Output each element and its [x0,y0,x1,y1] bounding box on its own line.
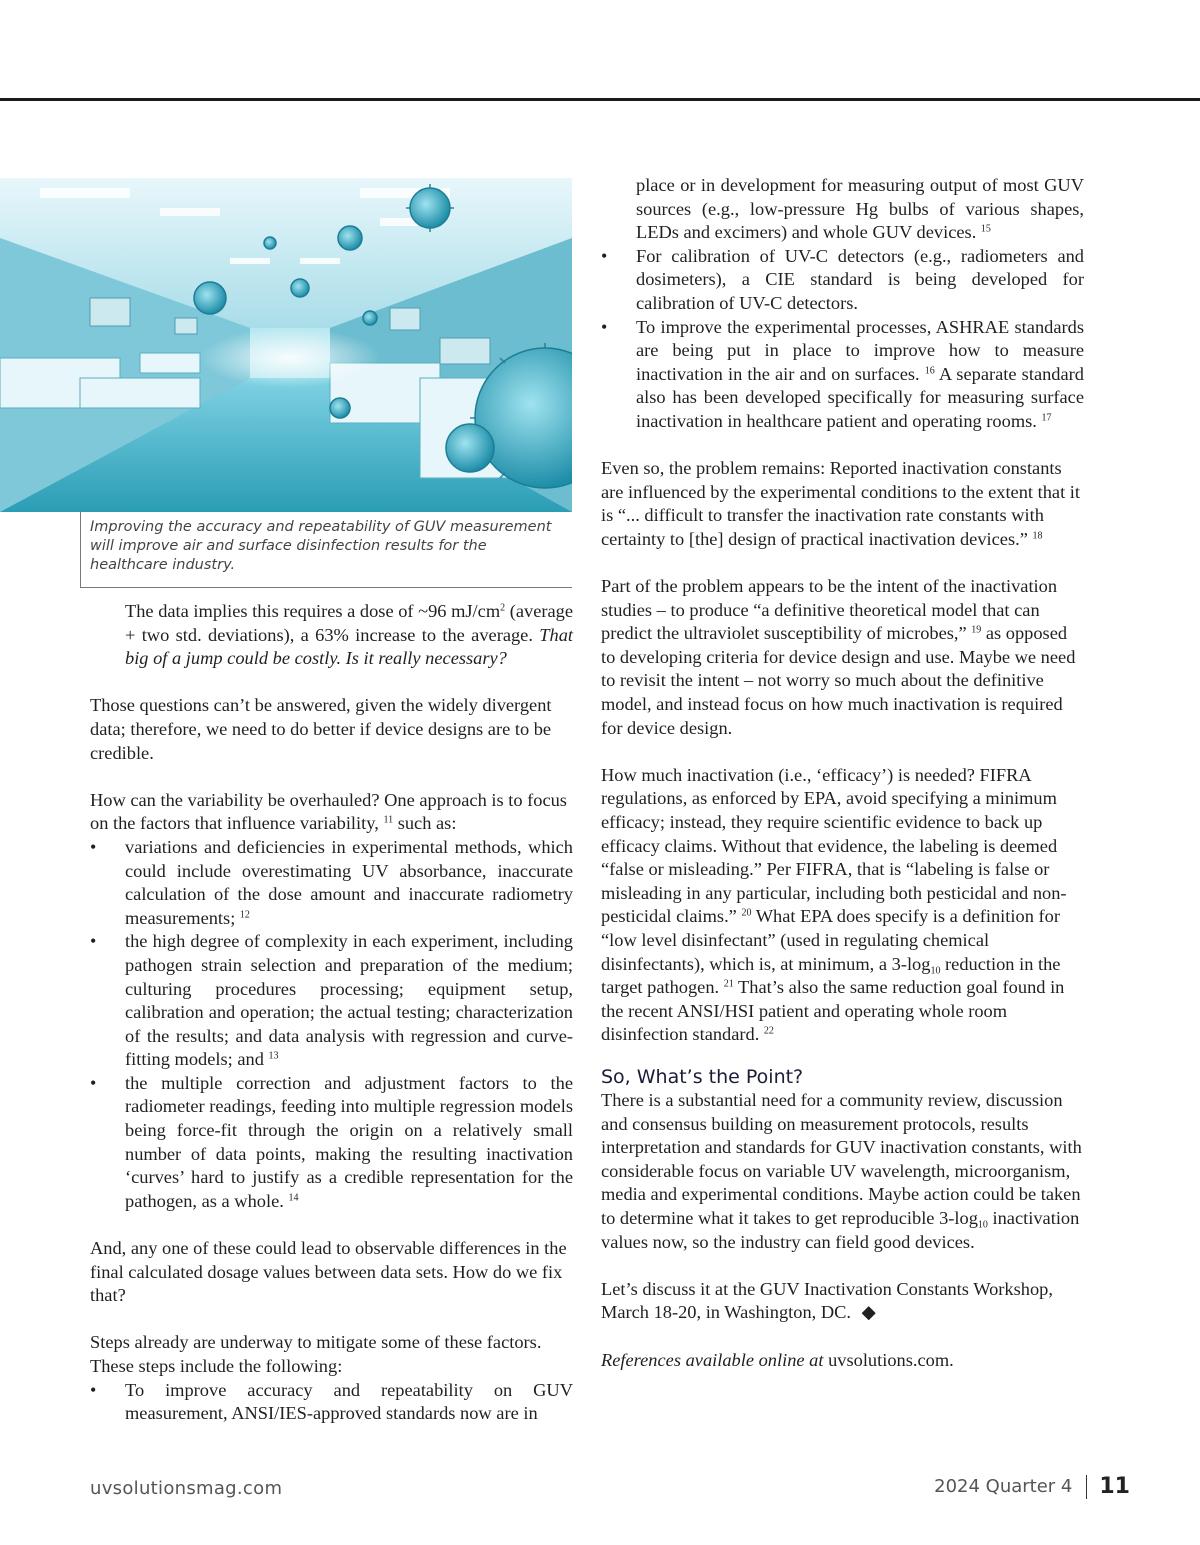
workshop-paragraph [601,1278,1084,1325]
footnote-ref: 18 [1032,530,1043,542]
footnote-ref: 15 [980,223,991,235]
dose-text-2: (average + two std. deviations), a 63% increase to the average. [125,601,574,645]
left-column [90,600,573,1426]
dose-paragraph [90,600,573,671]
page-number: 11 [1099,1474,1130,1499]
point-text-2: inactivation values now, so the industry can field good devices. [601,1207,1080,1252]
section-heading: So, What’s the Point? [601,1065,804,1088]
footnote-ref: 16 [924,365,935,377]
problem-paragraph [601,457,1084,551]
top-rule [0,98,1200,101]
lab-illustration [0,178,572,512]
footnote-ref: 21 [723,978,734,990]
footnote-ref: 13 [268,1050,279,1062]
references-site: uvsolutions.com. [823,1349,954,1370]
list-item-text: To improve the experimental processes, ASHRAE standards are being put in place to improve how to measure inactivation in the air and on surfaces. [636,316,1084,384]
references-italic: References available online at [601,1349,824,1370]
efficacy-text-2: What EPA does specify is a definition for “low level disinfectant” (used in regulating chemical disinfectants), which is, at minimum, a 3-log [601,906,1060,974]
dose-text: The data implies this requires a dose of ~96 mJ/cm [125,601,501,621]
footnote-ref: 20 [741,907,752,919]
list-item [90,836,573,930]
issue-label: 2024 Quarter 4 [934,1476,1073,1497]
list-item-text: the high degree of complexity in each experiment, including pathogen strain selection and preparation of the medium; culturing procedures processing; equipment setup, calibration and operation; the actual testing; characterization of the results; and data analysis with regression and curve-fitting models; and [125,931,573,1070]
list-item-text: For calibration of UV-C detectors (e.g., radiometers and dosimeters), a CIE standard is being developed for calibration of UV-C detectors. [636,245,1084,313]
references-note [601,1349,1084,1373]
footer-divider [1086,1475,1087,1499]
dose-italic: That big of a jump could be costly. Is it really necessary? [125,624,573,669]
footnote-ref: 22 [763,1025,774,1037]
intent-text-2: as opposed to developing criteria for device design and use. Maybe we need to revisit the intent – not worry so much about the definitive model, and instead focus on how much inactivation is required for device design. [601,623,1076,738]
workshop-text: Let’s discuss it at the GUV Inactivation Constants Workshop, March 18-20, in Washington, DC. [601,1278,1053,1323]
list-item [601,316,1084,434]
list-item [601,245,1084,316]
list-item-text-2: A separate standard also has been developed specifically for measuring surface inactivation in healthcare patient and operating rooms. [636,363,1084,431]
list-item [90,930,573,1072]
right-column [601,174,1084,1372]
article-photo [0,178,572,512]
intent-paragraph [601,575,1084,740]
efficacy-text-4: That’s also the same reduction goal found in the recent ANSI/HSI patient and operating whole room disinfection standard. [601,977,1065,1045]
end-mark-icon: ◆ [861,1302,876,1323]
point-paragraph [601,1089,1084,1254]
factors-list [90,836,573,1214]
footnote-ref: 11 [383,814,394,826]
standards-list [601,245,1084,434]
efficacy-text: How much inactivation (i.e., ‘efficacy’) is needed? FIFRA regulations, as enforced by EPA, avoid specifying a minimum efficacy; instead, they require scientific evidence to back up efficacy claims. Without that evidence, the labeling is deemed “false or misleading.” Per FIFRA, that is “labeling is false or misleading in any particular, including both pesticidal and non-pesticidal claims.” [601,764,1067,927]
list-item [90,1072,573,1214]
list-item-text: variations and deficiencies in experimental methods, which could include overestimating UV absorbance, inaccurate calculation of the dose amount and inaccurate radiometry measurements; [125,836,573,928]
list-item-text: place or in development for measuring output of most GUV sources (e.g., low-pressure Hg bulbs of various shapes, LEDs and excimers) and whole GUV devices. [636,175,1084,243]
list-continuation [601,174,1084,245]
list-item [90,1379,573,1426]
differences-paragraph: And, any one of these could lead to observable differences in the final calculated dosage values between data sets. How do we fix that? [90,1238,567,1306]
problem-text: Even so, the problem remains: Reported inactivation constants are influenced by the experimental conditions to the extent that it is “... difficult to transfer the inactivation rate constants with certainty to [the] design of practical inactivation devices.” [601,458,1081,549]
subscript: 10 [977,1219,988,1231]
footnote-ref: 19 [971,624,982,636]
variability-text-2: such as: [393,813,457,834]
subscript: 10 [930,965,941,977]
intent-text: Part of the problem appears to be the intent of the inactivation studies – to produce “a definitive theoretical model that can predict the ultraviolet susceptibility of microbes,” [601,576,1058,644]
footer-website: uvsolutionsmag.com [90,1478,283,1499]
steps-paragraph: Steps already are underway to mitigate some of these factors. These steps include the following: [90,1332,542,1376]
photo-caption: Improving the accuracy and repeatability of GUV measurement will improve air and surface disinfection results for the healthcare industry. [80,512,572,588]
list-item-text: the multiple correction and adjustment factors to the radiometer readings, feeding into multiple regression models being force-fit through the origin on a relatively small number of data points, making the resulting inactivation ‘curves’ hard to justify as a credible representation for the pathogen, as a whole. [125,1072,573,1211]
efficacy-paragraph [601,764,1084,1047]
questions-paragraph: Those questions can’t be answered, given the widely divergent data; therefore, we need to do better if device designs are to be credible. [90,695,552,763]
variability-text: How can the variability be overhauled? One approach is to focus on the factors that influence variability, [90,789,567,834]
footnote-ref: 12 [239,909,250,921]
footer-issue [934,1474,1130,1499]
footnote-ref: 17 [1041,412,1052,424]
variability-paragraph [90,789,573,836]
footnote-ref: 14 [288,1192,299,1204]
list-item-text: To improve accuracy and repeatability on GUV measurement, ANSI/IES-approved standards now are in [125,1379,573,1424]
point-text: There is a substantial need for a community review, discussion and consensus building on measurement protocols, results interpretation and standards for GUV inactivation constants, with considerable focus on variable UV wavelength, microorganism, media and experimental conditions. Maybe action could be taken to determine what it takes to get reproducible 3-log [601,1089,1082,1228]
steps-list [90,1379,573,1426]
superscript: 2 [500,602,506,614]
efficacy-text-3: reduction in the target pathogen. [601,953,1061,998]
